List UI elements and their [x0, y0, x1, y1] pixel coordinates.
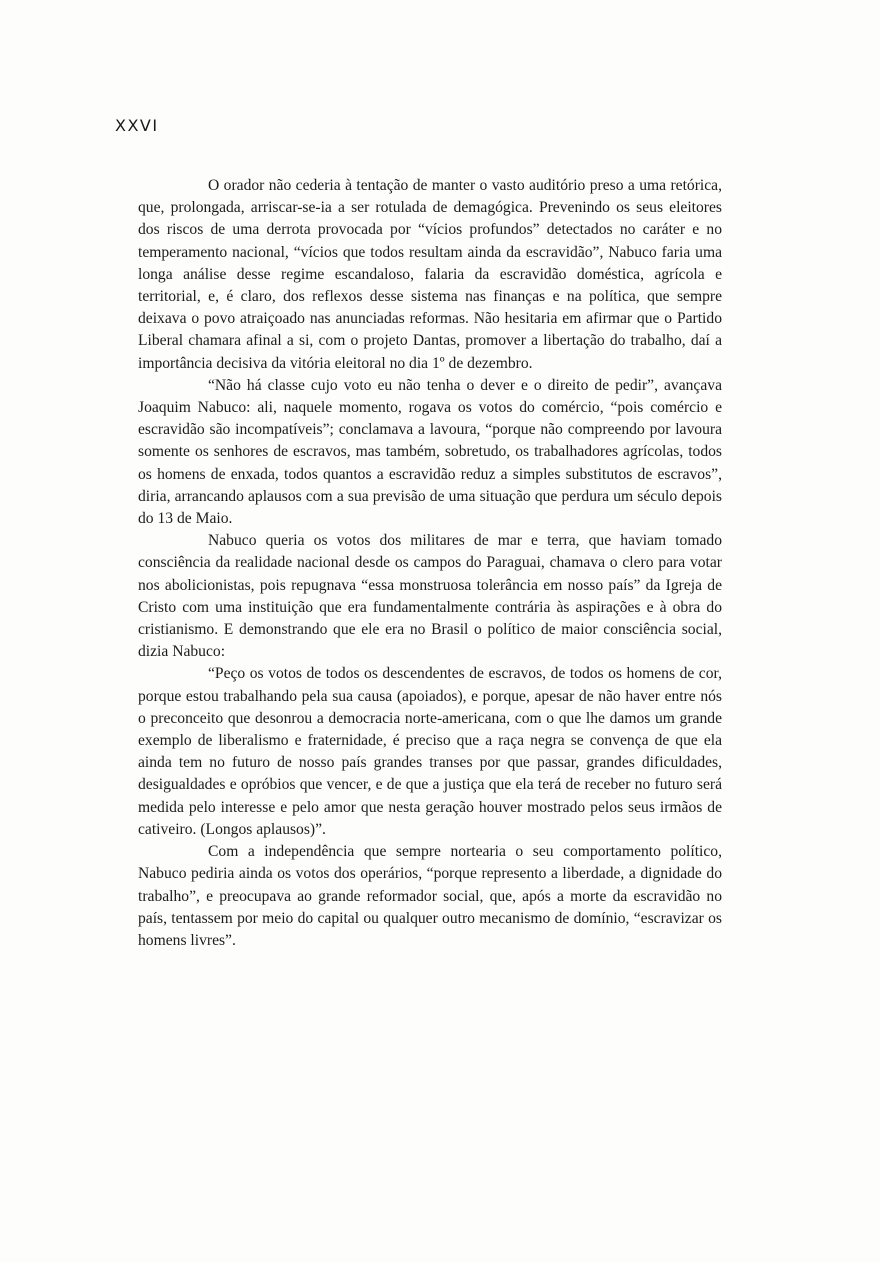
- paragraph-5: Com a independência que sempre nortearia o seu comportamento político, Nabuco pediria ainda os votos dos operários, “porque represento a liberdade, a dignidade do trabalho”, e preocupava ao grande reformador social, que, após a morte da escravidão no país, tentassem por meio do capital ou qualquer outro mecanismo de domínio, “escravizar os homens livres”.: [138, 843, 722, 949]
- body-text: [138, 175, 722, 952]
- paragraph-1: O orador não cederia à tentação de manter o vasto auditório preso a uma retórica, que, prolongada, arriscar-se-ia a ser rotulada de demagógica. Prevenindo os seus eleitores dos riscos de uma derrota provocada por “vícios profundos” detectados no caráter e no temperamento nacional, “vícios que todos resultam ainda da escravidão”, Nabuco faria uma longa análise desse regime escandaloso, falaria da escravidão doméstica, agrícola e territorial, e, é claro, dos reflexos desse sistema nas finanças e na política, que sempre deixava o povo atraiçoado nas anunciadas reformas. Não hesitaria em afirmar que o Partido Liberal chamara afinal a si, com o projeto Dantas, promover a libertação do trabalho, daí a importância decisiva da vitória eleitoral no dia 1º de dezembro.: [138, 177, 722, 372]
- paragraph-4-quote: “Peço os votos de todos os descendentes de escravos, de todos os homens de cor, porque estou trabalhando pela sua causa (apoiados), e porque, apesar de não haver entre nós o preconceito que desonrou a democracia norte-americana, com o que lhe damos um grande exemplo de liberalismo e fraternidade, é preciso que a raça negra se convença de que ela ainda tem no futuro de nosso país grandes transes por que passar, grandes dificuldades, desigualdades e opróbios que vencer, e de que a justiça que ela terá de receber no futuro será medida pelo interesse e pelo amor que nesta geração houver mostrado pelos seus irmãos de cativeiro. (Longos aplausos)”.: [138, 665, 722, 838]
- page-number: XXVI: [115, 116, 159, 135]
- paragraph-3: Nabuco queria os votos dos militares de mar e terra, que haviam tomado consciência da realidade nacional desde os campos do Paraguai, chamava o clero para votar nos abolicionistas, pois repugnava “essa monstruosa tolerância em nosso país” da Igreja de Cristo com uma instituição que era fundamentalmente contrária às aspirações e à obra do cristianismo. E demonstrando que ele era no Brasil o político de maior consciência social, dizia Nabuco:: [138, 532, 722, 661]
- paragraph-2: “Não há classe cujo voto eu não tenha o dever e o direito de pedir”, avançava Joaquim Nabuco: ali, naquele momento, rogava os votos do comércio, “pois comércio e escravidão são incompatíveis”; conclamava a lavoura, “porque não compreendo por lavoura somente os senhores de escravos, mas também, sobretudo, os trabalhadores agrícolas, todos os homens de enxada, todos quantos a escravidão reduz a simples substitutos de escravos”, diria, arrancando aplausos com a sua previsão de uma situação que perdura um século depois do 13 de Maio.: [138, 376, 722, 528]
